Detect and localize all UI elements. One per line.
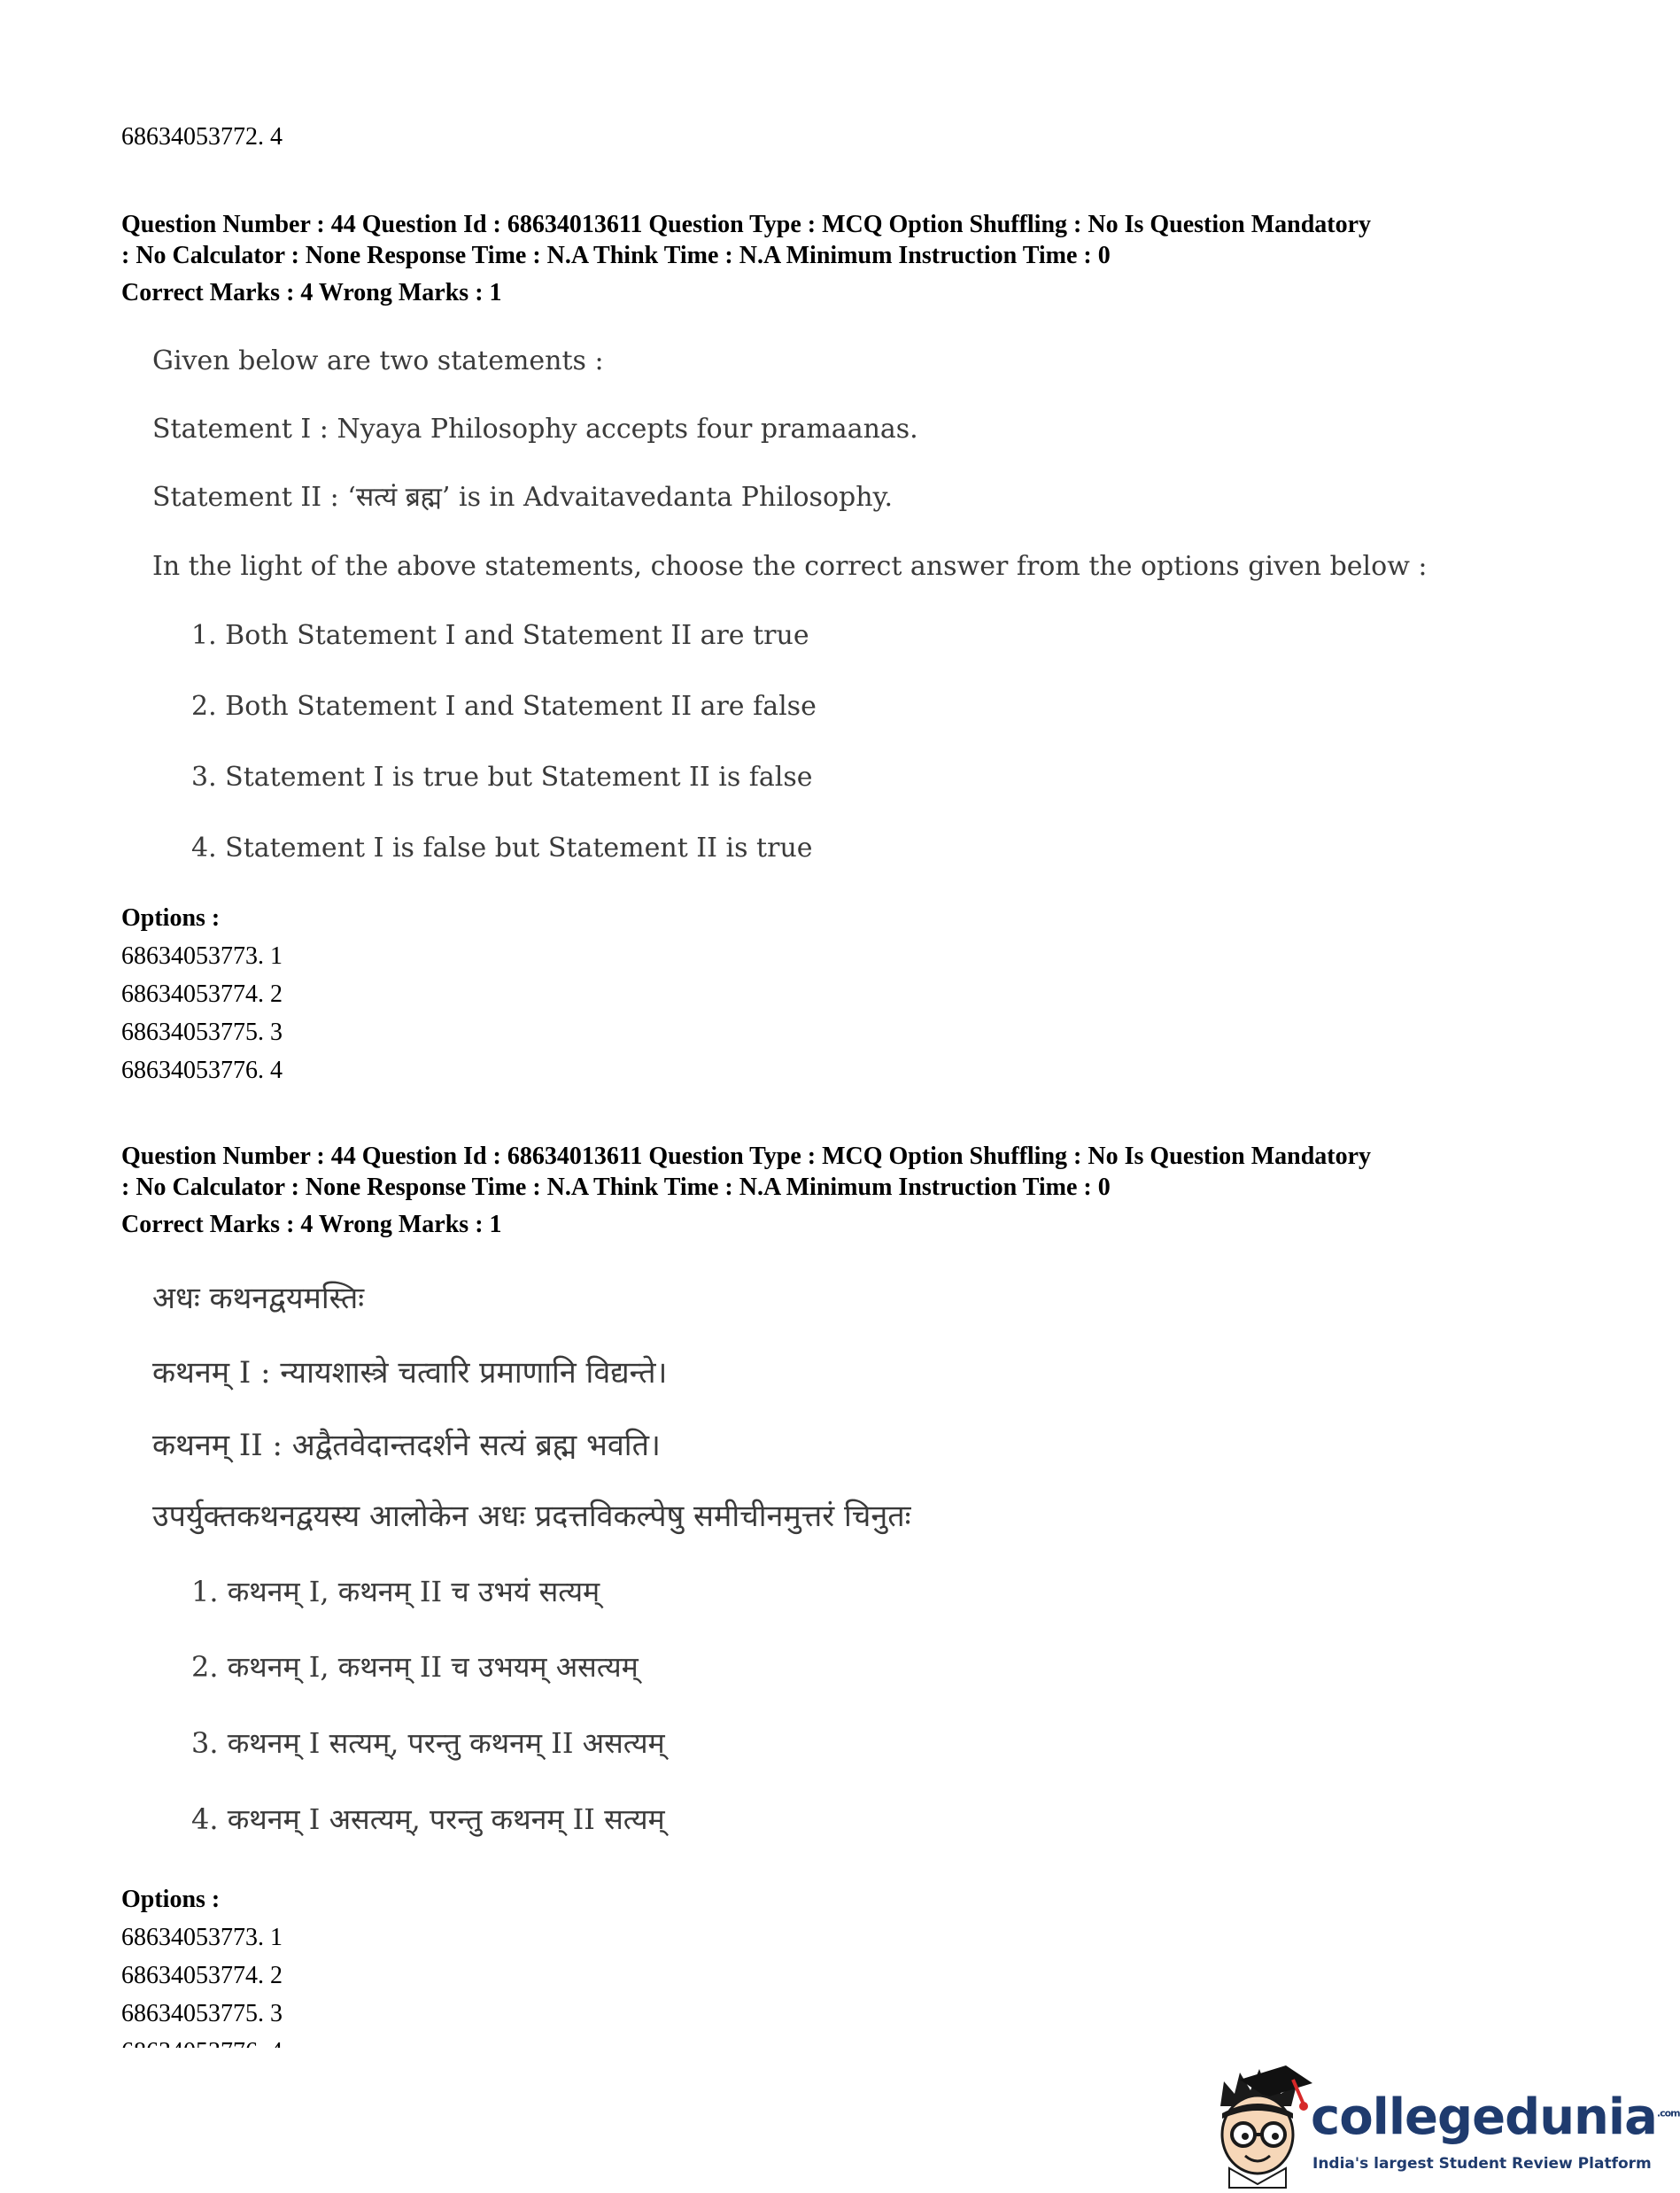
previous-option-line: 68634053772. 4 bbox=[121, 123, 283, 151]
question-meta-line2: : No Calculator : None Response Time : N.A Think Time : N.A Minimum Instruction Time : 0 bbox=[121, 242, 1111, 269]
option-item: 68634053774. 2 bbox=[121, 1962, 283, 1989]
option-item: 68634053776. 4 bbox=[121, 1057, 283, 1084]
option-item: 68634053775. 3 bbox=[121, 1019, 283, 1046]
choice-1: 1. Both Statement I and Statement II are true bbox=[191, 620, 809, 651]
option-item: 68634053774. 2 bbox=[121, 980, 283, 1008]
choice-4: 4. कथनम् I असत्यम्, परन्तु कथनम् II सत्यम् bbox=[191, 1802, 665, 1836]
choice-3: 3. Statement I is true but Statement II is false bbox=[191, 762, 813, 793]
options-label: Options : bbox=[121, 1886, 221, 1913]
options-label: Options : bbox=[121, 904, 221, 932]
question-instruction: उपर्युक्तकथनद्वयस्य आलोकेन अधः प्रदत्तविकल्पेषु समीचीनमुत्तरं चिनुतः bbox=[152, 1499, 911, 1534]
option-item: 68634053773. 1 bbox=[121, 1924, 283, 1951]
question-meta-line1: Question Number : 44 Question Id : 68634013611 Question Type : MCQ Option Shuffling : No Is Question Mandatory bbox=[121, 1143, 1372, 1170]
question-instruction: In the light of the above statements, choose the correct answer from the options given below : bbox=[152, 551, 1428, 582]
question-meta bbox=[121, 1141, 1521, 1203]
statement-2: Statement II : ‘सत्यं ब्रह्म’ is in Advaitavedanta Philosophy. bbox=[152, 482, 894, 513]
statement-1: Statement I : Nyaya Philosophy accepts four pramaanas. bbox=[152, 414, 918, 445]
options-list bbox=[121, 937, 283, 1089]
collegedunia-logo[interactable] bbox=[1204, 2064, 1680, 2188]
choice-1: 1. कथनम् I, कथनम् II च उभयं सत्यम् bbox=[191, 1575, 600, 1608]
option-item: 68634053773. 1 bbox=[121, 942, 283, 970]
question-marks: Correct Marks : 4 Wrong Marks : 1 bbox=[121, 279, 502, 306]
statement-1: कथनम् I : न्यायशास्त्रे चत्वारि प्रमाणानि विद्यन्ते। bbox=[152, 1355, 668, 1391]
choice-2: 2. कथनम् I, कथनम् II च उभयम् असत्यम् bbox=[191, 1650, 639, 1684]
question-meta-line2: : No Calculator : None Response Time : N.A Think Time : N.A Minimum Instruction Time : 0 bbox=[121, 1174, 1111, 1201]
choice-3: 3. कथनम् I सत्यम्, परन्तु कथनम् II असत्यम् bbox=[191, 1726, 665, 1760]
logo-com: .com bbox=[1656, 2107, 1680, 2119]
logo-wordmark bbox=[1311, 2088, 1680, 2146]
choice-2: 2. Both Statement I and Statement II are false bbox=[191, 691, 817, 722]
choice-4: 4. Statement I is false but Statement II is true bbox=[191, 833, 813, 864]
logo-tagline: India's largest Student Review Platform bbox=[1312, 2155, 1652, 2173]
question-meta bbox=[121, 209, 1521, 271]
statement-2: कथनम् II : अद्वैतवेदान्तदर्शने सत्यं ब्रह्म भवति। bbox=[152, 1428, 661, 1463]
question-intro: अधः कथनद्वयमस्तिः bbox=[152, 1281, 365, 1316]
option-item: 68634053775. 3 bbox=[121, 2000, 283, 2027]
logo-name: collegedunia bbox=[1311, 2088, 1657, 2146]
mascot-face-icon bbox=[1204, 2064, 1320, 2188]
question-intro: Given below are two statements : bbox=[152, 345, 604, 376]
question-marks: Correct Marks : 4 Wrong Marks : 1 bbox=[121, 1211, 502, 1238]
question-meta-line1: Question Number : 44 Question Id : 68634013611 Question Type : MCQ Option Shuffling : No Is Question Mandatory bbox=[121, 211, 1372, 238]
